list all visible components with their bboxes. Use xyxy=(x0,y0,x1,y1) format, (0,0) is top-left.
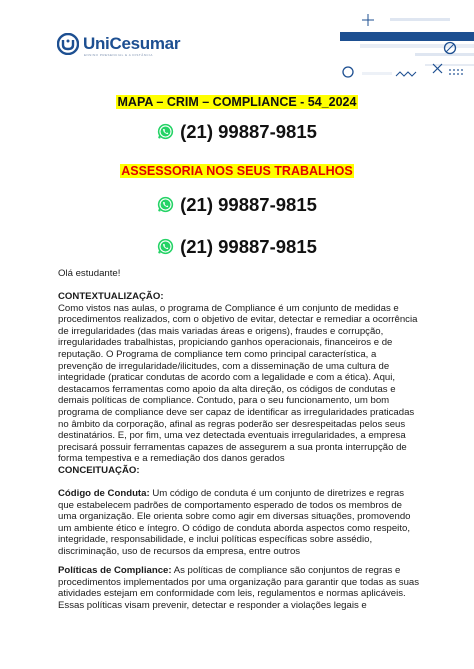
codigo-conduta-section xyxy=(58,488,422,558)
advisory-banner xyxy=(0,162,474,180)
phone-line-3 xyxy=(0,236,474,258)
contextualizacao-heading: CONTEXTUALIZAÇÃO: xyxy=(58,291,164,302)
phone-number: (21) 99887-9815 xyxy=(180,236,317,257)
conceituacao-section xyxy=(58,465,422,477)
politicas-compliance-text: As políticas de compliance são conjuntos de regras e procedimentos implementados por uma organização para garantir que todas as suas atividades estejam em conformidade com leis, regulamentos e normas aplicáveis. Essas políticas visam prevenir, detectar e responder a violações legais e xyxy=(58,565,420,611)
greeting-text: Olá estudante! xyxy=(58,268,121,279)
phone-number: (21) 99887-9815 xyxy=(180,121,317,142)
codigo-conduta-text: Um código de conduta é um conjunto de diretrizes e regras que estabelecem padrões de comportamento esperado de todos os membros de uma organização. Ele orienta sobre como agir em diversas situações, promovendo um ambiente ético e íntegro. O código de conduta aborda aspectos como respeito, integridade, responsabilidade, e inclui políticas específicas sobre assédio, discriminação, uso de recursos da empresa, entre outros xyxy=(58,488,411,557)
logo-text: UniCesumar xyxy=(83,34,181,53)
unicesumar-logo-icon xyxy=(57,33,79,55)
whatsapp-icon xyxy=(157,238,174,255)
phone-line-1 xyxy=(0,121,474,143)
document-title-text: MAPA – CRIM – COMPLIANCE - 54_2024 xyxy=(117,95,357,109)
greeting xyxy=(58,268,422,280)
phone-line-2 xyxy=(0,194,474,216)
phone-number: (21) 99887-9815 xyxy=(180,194,317,215)
politicas-compliance-paragraph xyxy=(58,565,422,611)
codigo-conduta-paragraph xyxy=(58,488,422,558)
document-title xyxy=(0,93,474,111)
whatsapp-icon xyxy=(157,196,174,213)
whatsapp-icon xyxy=(157,123,174,140)
politicas-compliance-heading: Políticas de Compliance: xyxy=(58,565,172,576)
contextualizacao-section xyxy=(58,291,422,465)
logo-tagline: ENSINO PRESENCIAL E A DISTÂNCIA xyxy=(84,53,153,57)
document-header xyxy=(0,0,474,84)
codigo-conduta-heading: Código de Conduta: xyxy=(58,488,150,499)
contextualizacao-paragraph: Como vistos nas aulas, o programa de Compliance é um conjunto de medidas e procedimentos realizados, com o objetivo de evitar, detectar e remediar a ocorrência de irregularidades (das mais variadas áreas e origens), fraudes e corrupção, irregularidades trabalhistas, propiciando ganhos operacionais, financeiros e de reputação. O Programa de compliance tem como principal característica, a prevenção de irregularidade/ilicitudes, com a disseminação de uma cultura de integridade (praticar condutas de acordo com a legalidade e com a ética). Aqui, destacamos ferramentas como apoio da alta direção, os códigos de condutas e demais políticas de compliance. Contudo, para o seu funcionamento, um bom programa de compliance deve ser capaz de identificar as irregularidades praticadas no âmbito da corporação, afinal as regras poderão ser desrespeitadas pelos seus destinatários. E, por fim, uma vez detectada eventuais irregularidades, a empresa precisará possuir ferramentas capazes de assegurem a sua pronta interrupção de forma tempestiva e a remediação dos danos gerados xyxy=(58,302,418,465)
advisory-banner-text: ASSESSORIA NOS SEUS TRABALHOS xyxy=(121,164,353,178)
conceituacao-heading: CONCEITUAÇÃO: xyxy=(58,465,140,476)
header-decoration xyxy=(300,10,474,84)
politicas-compliance-section xyxy=(58,565,422,611)
unicesumar-logo xyxy=(57,33,180,55)
